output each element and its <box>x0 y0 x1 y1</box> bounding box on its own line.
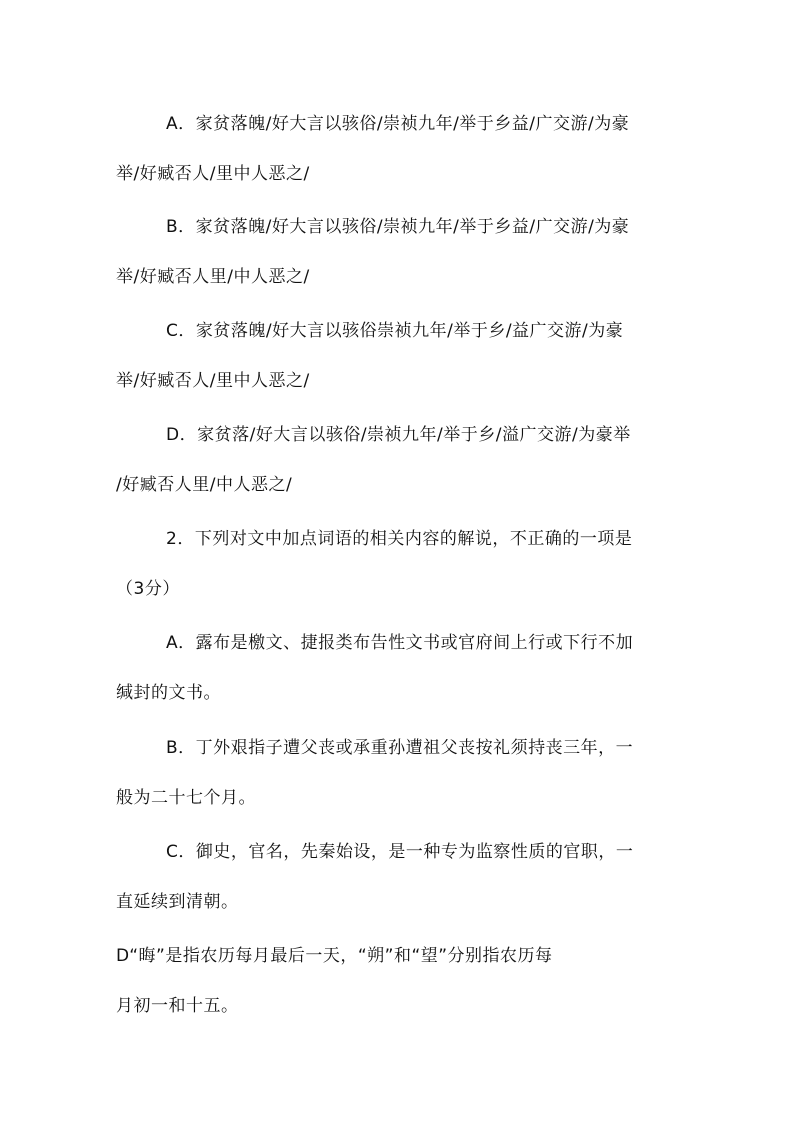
q2-option-a-line-1: A．露布是檄文、捷报类布告性文书或官府间上行或下行不加 <box>166 633 634 653</box>
q2-option-b-line-1: B．丁外艰指子遭父丧或承重孙遭祖父丧按礼须持丧三年，一 <box>166 738 634 758</box>
option-a-line-2: 举/好臧否人/里中人恶之/ <box>116 164 310 184</box>
option-c-line-2: 举/好臧否人/里中人恶之/ <box>116 371 310 391</box>
option-d-line-1: D．家贫落/好大言以骇俗/崇祯九年/举于乡/溢广交游/为豪举 <box>166 425 631 445</box>
option-a-line-1: A．家贫落魄/好大言以骇俗/崇祯九年/举于乡益/广交游/为豪 <box>166 114 630 134</box>
option-d-line-2: /好臧否人里/中人恶之/ <box>116 475 293 495</box>
option-b-line-1: B．家贫落魄/好大言以骇俗/崇祯九年/举于乡益/广交游/为豪 <box>166 217 630 237</box>
q2-option-c-line-2: 直延续到清朝。 <box>116 892 239 912</box>
question-2-stem-line-1: 2．下列对文中加点词语的相关内容的解说，不正确的一项是 <box>166 529 633 549</box>
q2-option-c-line-1: C．御史，官名，先秦始设，是一种专为监察性质的官职，一 <box>166 842 634 862</box>
option-b-line-2: 举/好臧否人里/中人恶之/ <box>116 267 310 287</box>
q2-option-d-line-1: D“晦”是指农历每月最后一天，“朔”和“望”分别指农历每 <box>116 946 553 966</box>
q2-option-d-line-2: 月初一和十五。 <box>116 996 239 1016</box>
q2-option-b-line-2: 般为二十七个月。 <box>116 788 256 808</box>
option-c-line-1: C．家贫落魄/好大言以骇俗崇祯九年/举于乡/益广交游/为豪 <box>166 321 624 341</box>
question-2-stem-line-2: （3分） <box>116 579 180 599</box>
q2-option-a-line-2: 缄封的文书。 <box>116 683 221 703</box>
